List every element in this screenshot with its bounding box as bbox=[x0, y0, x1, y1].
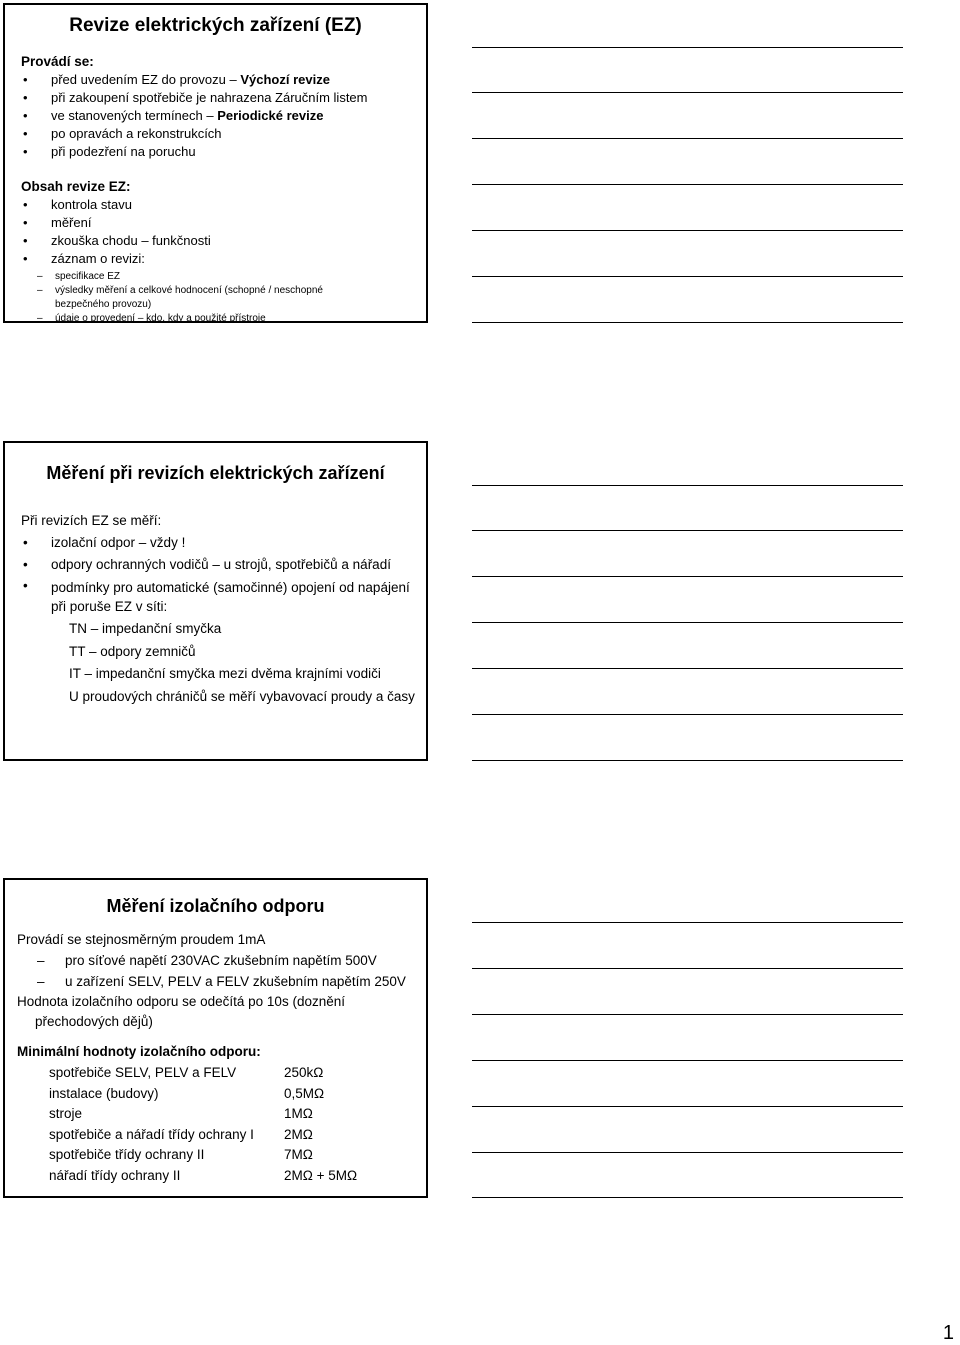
note-line bbox=[472, 47, 903, 48]
list-item: • izolační odpor – vždy ! bbox=[21, 532, 423, 554]
provadi-section bbox=[21, 54, 421, 161]
slide-mereni-revize bbox=[3, 441, 428, 761]
page-number: 1 bbox=[942, 1322, 954, 1344]
note-line bbox=[472, 1014, 903, 1015]
table-row bbox=[17, 1168, 357, 1189]
note-line bbox=[472, 92, 903, 93]
list-item bbox=[21, 71, 421, 89]
item-text: před uvedením EZ do provozu – bbox=[51, 72, 241, 87]
sub-item: TN – impedanční smyčka bbox=[69, 621, 222, 636]
obsah-list bbox=[21, 196, 421, 268]
list-item: • kontrola stavu bbox=[21, 196, 421, 214]
row-value: 250kΩ bbox=[284, 1065, 324, 1080]
row-name: instalace (budovy) bbox=[49, 1085, 159, 1101]
note-line bbox=[472, 968, 903, 969]
list-item bbox=[21, 107, 421, 125]
list-item: • měření bbox=[21, 214, 421, 232]
slide-izolacni-odpor bbox=[3, 878, 428, 1198]
section-heading: Provádí se: bbox=[21, 54, 94, 69]
item-text: ve stanovených termínech – bbox=[51, 108, 218, 123]
note-line bbox=[472, 485, 903, 486]
row-name: nářadí třídy ochrany II bbox=[49, 1167, 181, 1183]
sub-item: IT – impedanční smyčka mezi dvěma krajními vodiči bbox=[69, 666, 381, 681]
item-text: po opravách a rekonstrukcích bbox=[51, 126, 222, 141]
note-line bbox=[472, 322, 903, 323]
note-line bbox=[472, 576, 903, 577]
row-value: 1MΩ bbox=[284, 1106, 313, 1121]
mereni-section bbox=[21, 510, 423, 708]
paragraph: Hodnota izolačního odporu se odečítá po 10s (doznění přechodových dějů) bbox=[17, 994, 345, 1029]
mereni-list bbox=[21, 532, 423, 618]
note-line bbox=[472, 530, 903, 531]
note-line bbox=[472, 138, 903, 139]
row-value: 0,5MΩ bbox=[284, 1085, 325, 1101]
list-item: • podmínky pro automatické (samočinné) opojení od napájení při poruše EZ v síti: bbox=[21, 576, 423, 618]
row-value: 2MΩ bbox=[284, 1126, 313, 1142]
list-item: • odpory ochranných vodičů – u strojů, spotřebičů a nářadí bbox=[21, 554, 423, 576]
sub-item: TT – odpory zemničů bbox=[69, 643, 196, 659]
note-line bbox=[472, 922, 903, 923]
note-line bbox=[472, 1197, 903, 1198]
provadi-list bbox=[21, 71, 421, 161]
note-line bbox=[472, 668, 903, 669]
intro-text: Při revizích EZ se měří: bbox=[21, 513, 162, 528]
list-item bbox=[21, 125, 421, 143]
list-item: • zkouška chodu – funkčnosti bbox=[21, 232, 421, 250]
slide-title: Měření izolačního odporu bbox=[106, 896, 325, 916]
table-row bbox=[17, 1065, 357, 1086]
row-name: spotřebiče SELV, PELV a FELV bbox=[49, 1065, 237, 1080]
zaznam-list bbox=[21, 270, 361, 326]
izolace-section bbox=[17, 930, 425, 1188]
section-heading: Obsah revize EZ: bbox=[21, 179, 131, 194]
paragraph: Provádí se stejnosměrným proudem 1mA bbox=[17, 932, 266, 947]
min-values-heading: Minimální hodnoty izolačního odporu: bbox=[17, 1044, 261, 1059]
table-row bbox=[17, 1147, 357, 1168]
list-item: – údaje o provedení – kdo, kdy a použité přístroje bbox=[21, 312, 361, 326]
row-value: 2MΩ + 5MΩ bbox=[284, 1167, 358, 1183]
table-row bbox=[17, 1086, 357, 1107]
note-line bbox=[472, 760, 903, 761]
note-line bbox=[472, 184, 903, 185]
note-line bbox=[472, 1060, 903, 1061]
table-row bbox=[17, 1106, 357, 1127]
slide-revize bbox=[3, 3, 428, 323]
note-line bbox=[472, 714, 903, 715]
table-row bbox=[17, 1127, 357, 1148]
row-name: spotřebiče a nářadí třídy ochrany I bbox=[49, 1126, 254, 1142]
slide-title: Měření při revizích elektrických zařízení bbox=[46, 463, 385, 483]
note-line bbox=[472, 1106, 903, 1107]
slide-title: Revize elektrických zařízení (EZ) bbox=[69, 15, 362, 36]
dash-item: – pro síťové napětí 230VAC zkušebním napětím 500V bbox=[17, 950, 425, 971]
row-value: 7MΩ bbox=[284, 1147, 313, 1162]
row-name: stroje bbox=[49, 1106, 83, 1121]
note-line bbox=[472, 622, 903, 623]
list-item bbox=[21, 89, 421, 107]
item-text: při podezření na poruchu bbox=[51, 144, 196, 159]
row-name: spotřebiče třídy ochrany II bbox=[49, 1147, 205, 1162]
note-line bbox=[472, 276, 903, 277]
list-item: • záznam o revizi: bbox=[21, 250, 421, 268]
note-line bbox=[472, 1152, 903, 1153]
item-emphasis: Periodické revize bbox=[217, 108, 324, 123]
item-emphasis: Výchozí revize bbox=[240, 72, 330, 87]
list-item: – specifikace EZ bbox=[21, 270, 361, 284]
obsah-section bbox=[21, 179, 421, 326]
list-item bbox=[21, 143, 421, 161]
sub-item: U proudových chráničů se měří vybavovací proudy a časy bbox=[69, 688, 415, 704]
min-values-table bbox=[17, 1065, 357, 1188]
note-line bbox=[472, 230, 903, 231]
list-item: – výsledky měření a celkové hodnocení (schopné / neschopné bezpečného provozu) bbox=[21, 284, 361, 312]
dash-item: – u zařízení SELV, PELV a FELV zkušebním napětím 250V bbox=[17, 971, 425, 992]
item-text: při zakoupení spotřebiče je nahrazena Záručním listem bbox=[51, 90, 368, 105]
